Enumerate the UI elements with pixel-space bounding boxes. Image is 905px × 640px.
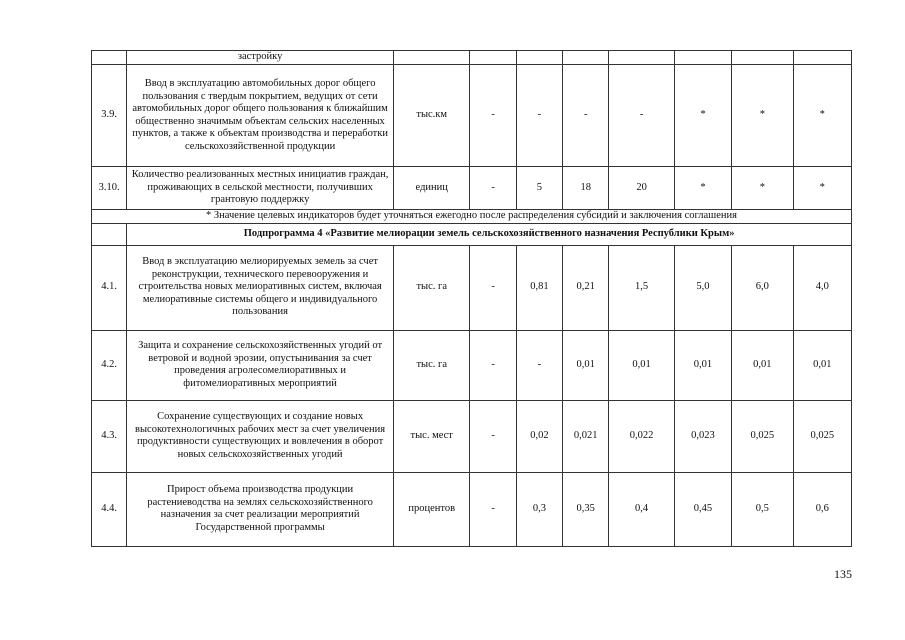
value-cell: 0,35 [563, 472, 609, 546]
table-row [92, 245, 852, 330]
value-cell: 0,6 [793, 472, 851, 546]
value-cell: 0,023 [674, 400, 731, 472]
indicator-name: Прирост объема производства продукции растениеводства на землях сельскохозяйственного назначения за счет реализации мероприятий Государственной программы [127, 472, 394, 546]
indicator-name: Защита и сохранение сельскохозяйственных угодий от ветровой и водной эрозии, опустынивания за счет проведения агролесомелиоративных и фитомелиоративных мероприятий [127, 330, 394, 400]
value-cell: * [793, 65, 851, 167]
value-cell: 0,4 [609, 472, 674, 546]
table-row [92, 51, 852, 65]
table-row [92, 210, 852, 224]
row-number: 4.3. [92, 400, 127, 472]
value-cell: * [793, 167, 851, 210]
subprogram-heading: Подпрограмма 4 «Развитие мелиорации земель сельскохозяйственного назначения Республики Крым» [127, 223, 852, 245]
value-cell: - [470, 472, 516, 546]
unit-cell: тыс. га [393, 245, 470, 330]
value-cell: 20 [609, 167, 674, 210]
unit-cell: процентов [393, 472, 470, 546]
unit-cell: тыс. мест [393, 400, 470, 472]
row-number: 3.9. [92, 65, 127, 167]
value-cell: 0,5 [732, 472, 793, 546]
table-row [92, 223, 852, 245]
table-row [92, 472, 852, 546]
value-cell: - [470, 65, 516, 167]
row-number: 4.1. [92, 245, 127, 330]
indicators-table [91, 50, 852, 547]
indicator-name: Сохранение существующих и создание новых высокотехнологичных рабочих мест за счет увеличения продуктивности существующих и вовлечения в оборот новых сельскохозяйственных угодий [127, 400, 394, 472]
value-cell: 18 [563, 167, 609, 210]
value-cell: 0,025 [732, 400, 793, 472]
value-cell: 0,45 [674, 472, 731, 546]
value-cell: 0,021 [563, 400, 609, 472]
value-cell: 0,81 [516, 245, 562, 330]
value-cell: * [674, 167, 731, 210]
value-cell: - [470, 400, 516, 472]
value-cell: 5 [516, 167, 562, 210]
value-cell: 0,01 [674, 330, 731, 400]
table-row [92, 330, 852, 400]
value-cell: 5,0 [674, 245, 731, 330]
value-cell: 0,022 [609, 400, 674, 472]
indicator-name: застройку [127, 51, 394, 65]
table-row [92, 65, 852, 167]
value-cell: 0,01 [563, 330, 609, 400]
unit-cell: тыс.км [393, 65, 470, 167]
row-number: 4.2. [92, 330, 127, 400]
value-cell: 0,3 [516, 472, 562, 546]
value-cell: - [516, 65, 562, 167]
value-cell: - [470, 167, 516, 210]
table-row [92, 167, 852, 210]
value-cell: - [563, 65, 609, 167]
value-cell: 0,21 [563, 245, 609, 330]
footnote: * Значение целевых индикаторов будет уточняться ежегодно после распределения субсидий и заключения соглашения [92, 210, 852, 224]
value-cell: 0,02 [516, 400, 562, 472]
value-cell: 4,0 [793, 245, 851, 330]
value-cell: - [470, 245, 516, 330]
value-cell: - [609, 65, 674, 167]
indicator-name: Ввод в эксплуатацию мелиорируемых земель за счет реконструкции, технического перевооружения и строительства новых мелиоративных систем, включая мелиоративные системы общего и индивидуального пользования [127, 245, 394, 330]
value-cell: 0,01 [793, 330, 851, 400]
unit-cell: тыс. га [393, 330, 470, 400]
value-cell: * [732, 65, 793, 167]
row-number: 4.4. [92, 472, 127, 546]
page-number: 135 [834, 567, 852, 581]
value-cell: 0,01 [732, 330, 793, 400]
value-cell: 6,0 [732, 245, 793, 330]
value-cell: - [470, 330, 516, 400]
indicator-name: Ввод в эксплуатацию автомобильных дорог общего пользования с твердым покрытием, ведущих от сети автомобильных дорог общего пользования к ближайшим общественно значимым объектам сельских населенных пунктов, а также к объектам производства и переработки сельскохозяйственной продукции [127, 65, 394, 167]
value-cell: - [516, 330, 562, 400]
row-number: 3.10. [92, 167, 127, 210]
value-cell: * [732, 167, 793, 210]
value-cell: * [674, 65, 731, 167]
indicator-name: Количество реализованных местных инициатив граждан, проживающих в сельской местности, получивших грантовую поддержку [127, 167, 394, 210]
value-cell: 0,025 [793, 400, 851, 472]
table-row [92, 400, 852, 472]
value-cell: 0,01 [609, 330, 674, 400]
unit-cell: единиц [393, 167, 470, 210]
value-cell: 1,5 [609, 245, 674, 330]
